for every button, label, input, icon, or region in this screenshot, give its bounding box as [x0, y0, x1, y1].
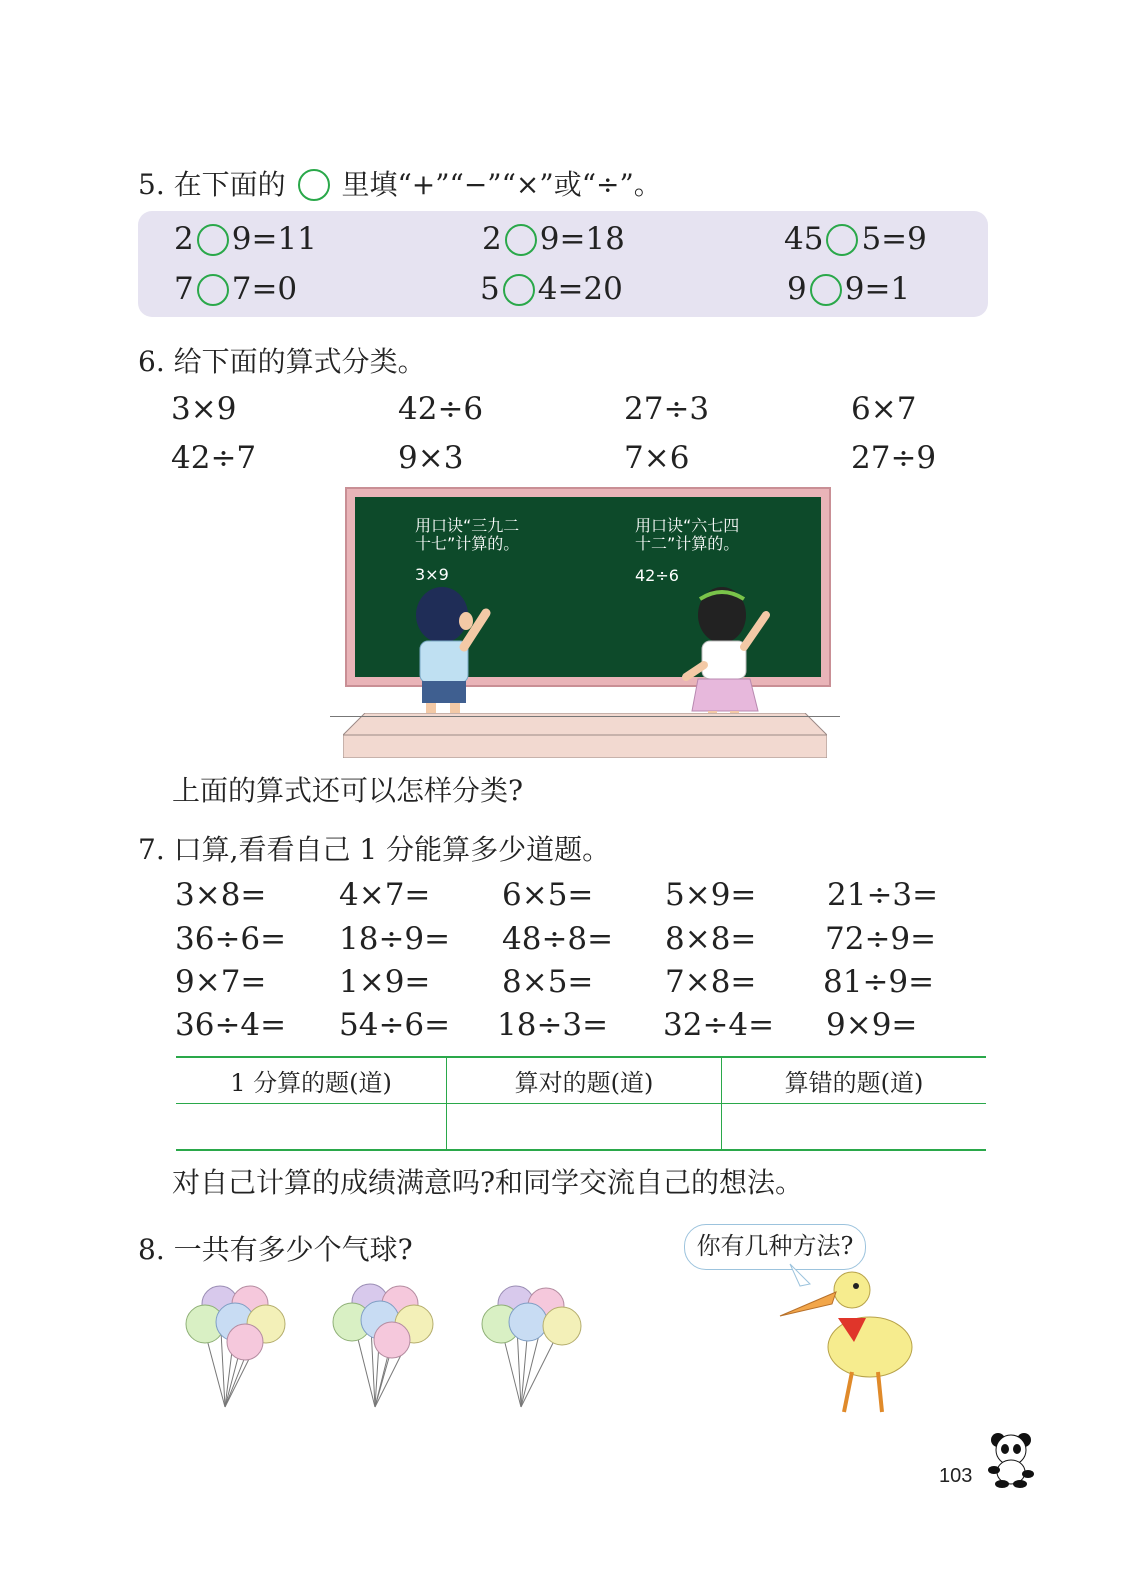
cell-wrong-input[interactable] — [722, 1104, 987, 1151]
q5-title — [138, 168, 662, 202]
q5-item — [480, 271, 623, 307]
q7-expression: 36÷4= — [175, 1007, 287, 1043]
q5-operand: 45 — [784, 221, 824, 257]
q5-title-rest: 里填“+”“−”“×”或“÷”。 — [341, 168, 662, 201]
q6-expression: 9×3 — [398, 440, 464, 476]
q5-operand: 5 — [480, 271, 500, 307]
q7-expression: 18÷3= — [497, 1007, 609, 1043]
board-right-expr: 42÷6 — [635, 566, 679, 585]
q7-expression: 9×7= — [175, 964, 267, 1000]
q6-expression: 42÷6 — [398, 391, 484, 427]
balloon-bunch-icon — [330, 1282, 440, 1412]
q7-expression: 8×8= — [665, 921, 757, 957]
q7-expression: 7×8= — [665, 964, 757, 1000]
q7-expression: 81÷9= — [823, 964, 935, 1000]
answer-circle[interactable] — [197, 224, 229, 256]
q7-title: 7. 口算,看看自己 1 分能算多少道题。 — [138, 833, 611, 866]
score-table-input-row — [176, 1104, 986, 1151]
q5-result: 9=18 — [539, 221, 625, 257]
balloon-bunch-icon — [180, 1282, 290, 1412]
q5-item — [784, 221, 927, 257]
q7-expression: 21÷3= — [827, 877, 939, 913]
page-number: 103 — [939, 1465, 973, 1487]
q7-expression: 18÷9= — [339, 921, 451, 957]
cell-correct-input[interactable] — [447, 1104, 722, 1151]
answer-circle[interactable] — [503, 274, 535, 306]
q8-title: 8. 一共有多少个气球? — [138, 1233, 413, 1266]
board-right-text-2: 十二”计算的。 — [635, 534, 740, 553]
q6-expression: 7×6 — [624, 440, 690, 476]
q7-expression: 6×5= — [502, 877, 594, 913]
q5-operand: 2 — [174, 221, 194, 257]
q5-operand: 7 — [174, 271, 194, 307]
q6-follow-up: 上面的算式还可以怎样分类? — [172, 774, 524, 807]
q5-item — [787, 271, 910, 307]
board-left-expr: 3×9 — [415, 565, 449, 584]
blank-circle-icon — [298, 169, 330, 201]
answer-circle[interactable] — [826, 224, 858, 256]
cell-total-input[interactable] — [176, 1104, 447, 1151]
q7-expression: 4×7= — [339, 877, 431, 913]
answer-circle[interactable] — [197, 274, 229, 306]
q5-operand: 2 — [482, 221, 502, 257]
q5-title-text: 5. 在下面的 — [138, 168, 286, 201]
answer-circle[interactable] — [505, 224, 537, 256]
board-left-text-2: 十七”计算的。 — [415, 534, 520, 553]
q7-expression: 54÷6= — [339, 1007, 451, 1043]
q7-expression: 36÷6= — [175, 921, 287, 957]
q5-result: 7=0 — [231, 271, 298, 307]
q6-expression: 6×7 — [851, 391, 917, 427]
q7-reflection: 对自己计算的成绩满意吗?和同学交流自己的想法。 — [172, 1166, 804, 1199]
board-right-text-1: 用口诀“六七四 — [635, 516, 740, 535]
q5-operand: 9 — [787, 271, 807, 307]
q5-result: 5=9 — [861, 221, 927, 257]
balloon-bunch-icon — [476, 1282, 586, 1412]
speech-bubble-text: 你有几种方法? — [696, 1232, 854, 1260]
q7-expression: 48÷8= — [502, 921, 614, 957]
q7-expression: 5×9= — [665, 877, 757, 913]
header-wrong: 算错的题(道) — [722, 1057, 987, 1104]
board-left-text-1: 用口诀“三九二 — [415, 516, 520, 535]
q6-expression: 3×9 — [171, 391, 237, 427]
score-table — [176, 1056, 986, 1151]
q7-expression: 32÷4= — [663, 1007, 775, 1043]
chalk-ledge — [343, 713, 827, 758]
score-table-header-row — [176, 1057, 986, 1104]
q6-expression: 27÷3 — [624, 391, 710, 427]
panda-icon — [986, 1430, 1036, 1488]
q7-expression: 3×8= — [175, 877, 267, 913]
q7-expression: 1×9= — [339, 964, 431, 1000]
q7-expression: 72÷9= — [825, 921, 937, 957]
header-correct: 算对的题(道) — [447, 1057, 722, 1104]
q6-expression: 27÷9 — [851, 440, 937, 476]
pelican-mascot-icon — [770, 1262, 930, 1422]
q5-result: 4=20 — [537, 271, 623, 307]
q6-title: 6. 给下面的算式分类。 — [138, 345, 426, 378]
q7-expression: 9×9= — [826, 1007, 918, 1043]
answer-circle[interactable] — [810, 274, 842, 306]
header-total: 1 分算的题(道) — [176, 1057, 447, 1104]
q5-item — [174, 271, 297, 307]
q6-expression: 42÷7 — [171, 440, 257, 476]
q5-result: 9=1 — [844, 271, 911, 307]
q5-item — [482, 221, 625, 257]
q7-expression: 8×5= — [502, 964, 594, 1000]
q5-item — [174, 221, 317, 257]
floor-line — [330, 716, 840, 717]
q5-result: 9=11 — [231, 221, 317, 257]
